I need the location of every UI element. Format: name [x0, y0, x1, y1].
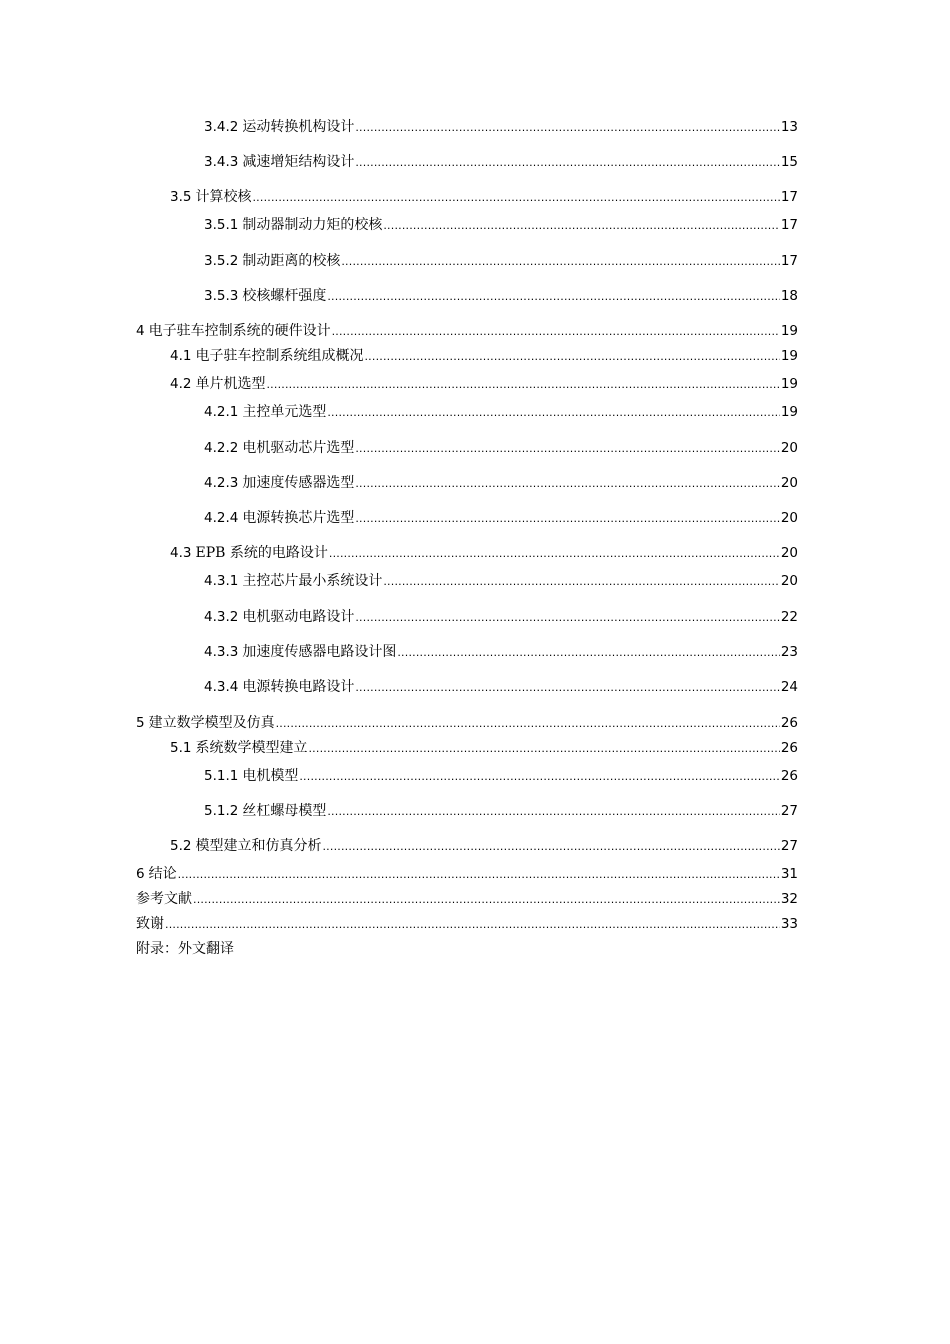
- toc-entry[interactable]: [170, 347, 798, 366]
- toc-entry-title: 主控芯片最小系统设计: [242, 573, 383, 589]
- toc-entry-title: 电源转换电路设计: [242, 679, 355, 695]
- toc-entry[interactable]: [204, 474, 798, 493]
- toc-entry-page: 20: [780, 475, 798, 491]
- toc-entry-number: 5.1: [170, 740, 192, 756]
- toc-entry-number: 3.4.2: [204, 119, 239, 135]
- toc-entry-page: 33: [780, 916, 798, 932]
- toc-entry-title: 电机模型: [242, 768, 299, 784]
- toc-entry[interactable]: [204, 287, 798, 306]
- toc-entry-title: 结论: [148, 866, 177, 882]
- toc-entry[interactable]: [204, 252, 798, 271]
- toc-entry-page: 15: [780, 154, 798, 170]
- toc-entry-title: 加速度传感器电路设计图: [242, 644, 397, 660]
- toc-entry[interactable]: [204, 118, 798, 137]
- toc-leader-dots: [383, 217, 779, 235]
- toc-entry-number: 5.1.2: [204, 803, 239, 819]
- toc-leader-dots: [355, 119, 779, 137]
- toc-leader-dots: [355, 609, 779, 627]
- toc-entry[interactable]: [136, 714, 798, 733]
- toc-entry[interactable]: [204, 216, 798, 235]
- toc-leader-dots: [165, 916, 780, 934]
- toc-entry-number: 3.5.3: [204, 288, 239, 304]
- toc-entry-page: 19: [780, 323, 798, 339]
- toc-entry-title: 电机驱动电路设计: [242, 609, 355, 625]
- toc-entry-number: 4.2.4: [204, 510, 239, 526]
- toc-entry-title: 系统数学模型建立: [195, 740, 308, 756]
- toc-entry-number: 4.2: [170, 376, 192, 392]
- toc-entry-title: 单片机选型: [195, 376, 266, 392]
- toc-leader-dots: [193, 891, 780, 909]
- toc-leader-dots: [276, 715, 780, 733]
- toc-entry-page: 20: [780, 573, 798, 589]
- toc-leader-dots: [299, 768, 779, 786]
- toc-entry-page: 18: [780, 288, 798, 304]
- toc-entry-appendix[interactable]: 附录：外文翻译: [136, 941, 234, 957]
- toc-entry-title: 减速增矩结构设计: [242, 154, 355, 170]
- toc-entry-number: 5.1.1: [204, 768, 239, 784]
- toc-leader-dots: [327, 288, 779, 306]
- toc-entry[interactable]: [204, 403, 798, 422]
- toc-entry-page: 32: [780, 891, 798, 907]
- toc-entry-number: 3.5.1: [204, 217, 239, 233]
- toc-leader-dots: [327, 803, 779, 821]
- toc-entry[interactable]: [204, 608, 798, 627]
- toc-entry-page: 17: [780, 253, 798, 269]
- toc-entry[interactable]: [204, 153, 798, 172]
- toc-leader-dots: [355, 679, 779, 697]
- toc-leader-dots: [329, 545, 780, 563]
- toc-entry-page: 17: [780, 189, 798, 205]
- toc-entry-page: 24: [780, 679, 798, 695]
- toc-entry-number: 4.3.2: [204, 609, 239, 625]
- toc-entry-acknowledgements[interactable]: [136, 915, 798, 934]
- toc-entry-title: 模型建立和仿真分析: [195, 838, 322, 854]
- toc-leader-dots: [322, 838, 779, 856]
- toc-entry[interactable]: [170, 837, 798, 856]
- toc-entry[interactable]: [136, 865, 798, 884]
- toc-entry[interactable]: [204, 767, 798, 786]
- toc-leader-dots: [266, 376, 779, 394]
- toc-entry-references[interactable]: [136, 890, 798, 909]
- toc-entry-title: 加速度传感器选型: [242, 475, 355, 491]
- toc-leader-dots: [178, 866, 780, 884]
- toc-entry-page: 20: [780, 440, 798, 456]
- toc-entry-number: 4: [136, 323, 145, 339]
- toc-entry-title: 制动器制动力矩的校核: [242, 217, 383, 233]
- toc-entry-page: 27: [780, 803, 798, 819]
- toc-leader-dots: [252, 189, 779, 207]
- toc-entry-number: 4.3.1: [204, 573, 239, 589]
- toc-entry-page: 26: [780, 715, 798, 731]
- toc-entry[interactable]: [204, 439, 798, 458]
- toc-leader-dots: [327, 404, 779, 422]
- toc-entry-page: 19: [780, 376, 798, 392]
- toc-leader-dots: [332, 323, 780, 341]
- toc-entry-title: 电机驱动芯片选型: [242, 440, 355, 456]
- toc-entry-title: 计算校核: [195, 189, 252, 205]
- toc-entry[interactable]: [136, 322, 798, 341]
- toc-entry-number: 4.3.3: [204, 644, 239, 660]
- toc-entry-title: 参考文献: [136, 891, 192, 907]
- toc-entry-title: 丝杠螺母模型: [242, 803, 327, 819]
- toc-entry-page: 19: [780, 404, 798, 420]
- toc-entry[interactable]: [204, 802, 798, 821]
- toc-entry-number: 4.2.2: [204, 440, 239, 456]
- toc-entry-page: 23: [780, 644, 798, 660]
- toc-entry-number: 4.2.3: [204, 475, 239, 491]
- toc-entry-title: 运动转换机构设计: [242, 119, 355, 135]
- toc-leader-dots: [355, 475, 779, 493]
- toc-entry-page: 31: [780, 866, 798, 882]
- toc-entry-title: 致谢: [136, 916, 164, 932]
- toc-leader-dots: [364, 348, 779, 366]
- toc-entry-title: 电子驻车控制系统组成概况: [195, 348, 364, 364]
- toc-entry-page: 17: [780, 217, 798, 233]
- toc-entry[interactable]: [170, 739, 798, 758]
- toc-entry-page: 19: [780, 348, 798, 364]
- toc-entry-number: 4.2.1: [204, 404, 239, 420]
- toc-entry-number: 5.2: [170, 838, 192, 854]
- toc-leader-dots: [397, 644, 779, 662]
- toc-entry[interactable]: [204, 643, 798, 662]
- toc-entry-number: 3.5: [170, 189, 192, 205]
- toc-entry[interactable]: [170, 375, 798, 394]
- toc-leader-dots: [341, 253, 779, 271]
- toc-entry-number: 5: [136, 715, 145, 731]
- toc-entry[interactable]: [170, 188, 798, 207]
- toc-entry-page: 26: [780, 740, 798, 756]
- toc-entry[interactable]: [204, 572, 798, 591]
- toc-entry[interactable]: [170, 544, 798, 563]
- toc-entry-page: 22: [780, 609, 798, 625]
- toc-entry-page: 26: [780, 768, 798, 784]
- toc-entry-page: 27: [780, 838, 798, 854]
- toc-leader-dots: [383, 573, 779, 591]
- toc-entry-page: 13: [780, 119, 798, 135]
- toc-entry-number: 4.3: [170, 545, 192, 561]
- toc-leader-dots: [355, 440, 779, 458]
- toc-entry-number: 3.5.2: [204, 253, 239, 269]
- toc-leader-dots: [355, 510, 779, 528]
- toc-entry-title: 主控单元选型: [242, 404, 327, 420]
- toc-entry-number: 6: [136, 866, 145, 882]
- toc-entry-title: 建立数学模型及仿真: [148, 715, 275, 731]
- toc-entry-title: 制动距离的校核: [242, 253, 341, 269]
- toc-entry-number: 4.3.4: [204, 679, 239, 695]
- toc-entry-number: 4.1: [170, 348, 192, 364]
- toc-entry[interactable]: [204, 509, 798, 528]
- toc-leader-dots: [308, 740, 779, 758]
- toc-entry-number: 3.4.3: [204, 154, 239, 170]
- toc-entry[interactable]: [204, 678, 798, 697]
- toc-entry-title: EPB 系统的电路设计: [195, 545, 328, 561]
- toc-entry-title: 电源转换芯片选型: [242, 510, 355, 526]
- toc-entry-page: 20: [780, 510, 798, 526]
- toc-entry-title: 校核螺杆强度: [242, 288, 327, 304]
- toc-leader-dots: [355, 154, 779, 172]
- toc-entry-title: 电子驻车控制系统的硬件设计: [148, 323, 331, 339]
- toc-entry-page: 20: [780, 545, 798, 561]
